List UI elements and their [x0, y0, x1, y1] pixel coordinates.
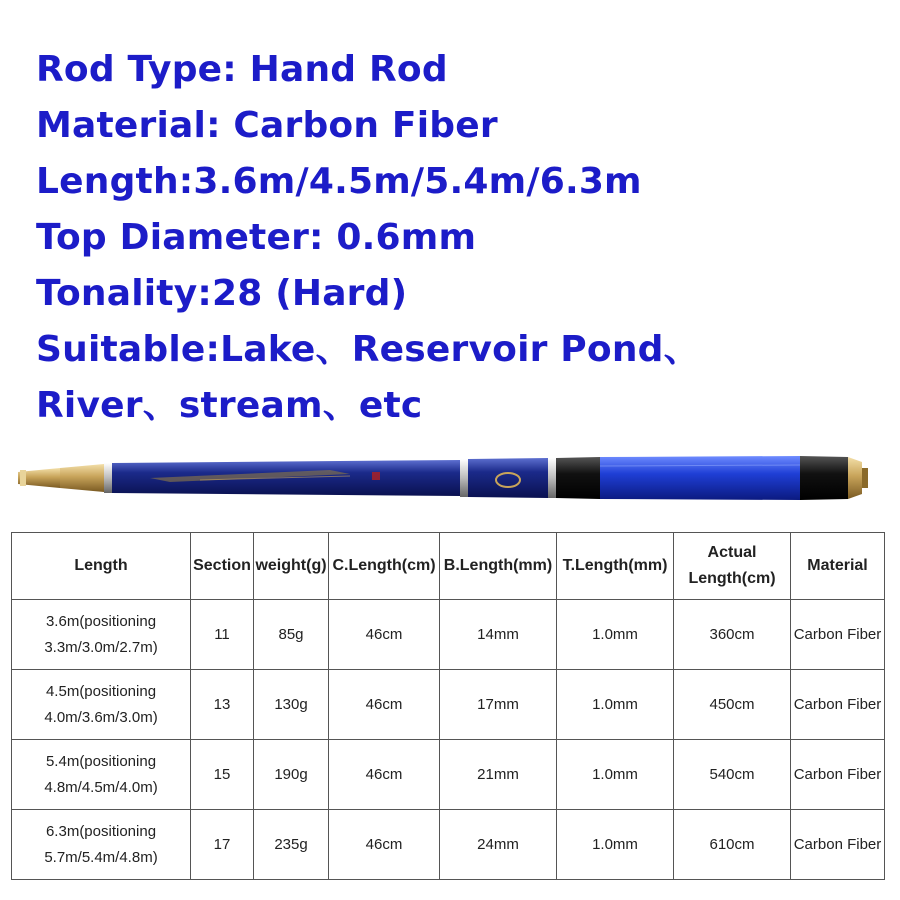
header-length: Length — [12, 533, 191, 600]
cell-b-length: 14mm — [440, 600, 557, 670]
table-row — [12, 740, 885, 810]
cell-weight: 190g — [254, 740, 329, 810]
cell-length — [12, 810, 191, 880]
header-material: Material — [791, 533, 885, 600]
cell-section: 15 — [191, 740, 254, 810]
cell-b-length: 21mm — [440, 740, 557, 810]
cell-actual-length: 450cm — [674, 670, 791, 740]
cell-material: Carbon Fiber — [791, 740, 885, 810]
header-section: Section — [191, 533, 254, 600]
spec-top-diameter: Top Diameter: 0.6mm — [36, 217, 477, 258]
cell-c-length: 46cm — [329, 740, 440, 810]
cell-section: 17 — [191, 810, 254, 880]
cell-b-length: 17mm — [440, 670, 557, 740]
length-line-2: 5.7m/5.4m/4.8m) — [44, 848, 158, 866]
cell-material: Carbon Fiber — [791, 670, 885, 740]
cell-material: Carbon Fiber — [791, 600, 885, 670]
cell-section: 13 — [191, 670, 254, 740]
spec-list — [36, 42, 886, 434]
length-line-1: 5.4m(positioning — [45, 752, 157, 770]
cell-section: 11 — [191, 600, 254, 670]
cell-length — [12, 600, 191, 670]
cell-weight: 235g — [254, 810, 329, 880]
cell-actual-length: 360cm — [674, 600, 791, 670]
table-row — [12, 810, 885, 880]
length-line-1: 3.6m(positioning — [45, 612, 157, 630]
spec-table — [11, 532, 885, 880]
spec-suitable: Suitable:Lake、Reservoir Pond、 — [36, 329, 700, 370]
cell-t-length: 1.0mm — [557, 810, 674, 880]
spec-suitable-continued: River、stream、etc — [36, 385, 423, 426]
table-row — [12, 600, 885, 670]
cell-weight: 85g — [254, 600, 329, 670]
cell-material: Carbon Fiber — [791, 810, 885, 880]
cell-b-length: 24mm — [440, 810, 557, 880]
spec-rod-type: Rod Type: Hand Rod — [36, 49, 448, 90]
header-actual-length: Actual Length(cm) — [674, 533, 791, 600]
length-line-1: 4.5m(positioning — [45, 682, 157, 700]
cell-actual-length: 610cm — [674, 810, 791, 880]
header-weight: weight(g) — [254, 533, 329, 600]
cell-c-length: 46cm — [329, 810, 440, 880]
cell-t-length: 1.0mm — [557, 740, 674, 810]
header-t-length: T.Length(mm) — [557, 533, 674, 600]
cell-weight: 130g — [254, 670, 329, 740]
spec-tonality: Tonality:28 (Hard) — [36, 273, 408, 314]
cell-length — [12, 670, 191, 740]
cell-c-length: 46cm — [329, 670, 440, 740]
length-line-2: 4.0m/3.6m/3.0m) — [44, 708, 158, 726]
cell-actual-length: 540cm — [674, 740, 791, 810]
header-c-length: C.Length(cm) — [329, 533, 440, 600]
spec-length: Length:3.6m/4.5m/5.4m/6.3m — [36, 161, 642, 202]
table-header-row — [12, 533, 885, 600]
cell-c-length: 46cm — [329, 600, 440, 670]
spec-material: Material: Carbon Fiber — [36, 105, 498, 146]
length-line-1: 6.3m(positioning — [45, 822, 157, 840]
cell-length — [12, 740, 191, 810]
fishing-rod-image — [0, 448, 900, 518]
length-line-2: 4.8m/4.5m/4.0m) — [44, 778, 158, 796]
header-b-length: B.Length(mm) — [440, 533, 557, 600]
cell-t-length: 1.0mm — [557, 670, 674, 740]
table-row — [12, 670, 885, 740]
length-line-2: 3.3m/3.0m/2.7m) — [44, 638, 158, 656]
cell-t-length: 1.0mm — [557, 600, 674, 670]
